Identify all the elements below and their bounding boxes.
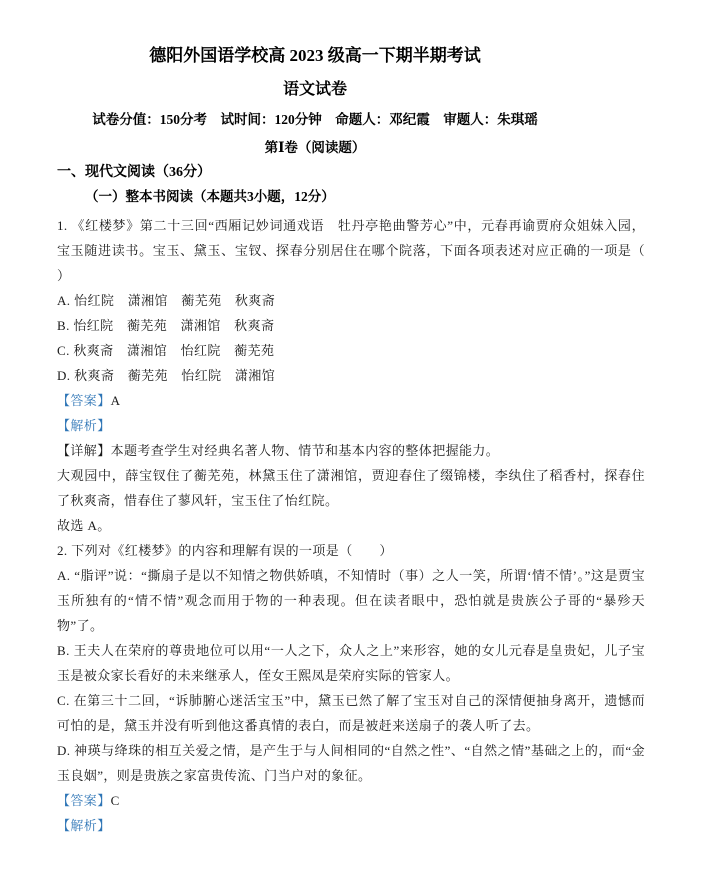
q1-analysis-label-text: 【解析】: [57, 418, 111, 433]
q1-answer: [57, 388, 645, 413]
q1-conclusion-text: 故选 A。: [57, 518, 111, 533]
q1-analysis-detail-text: 【详解】本题考查学生对经典名著人物、情节和基本内容的整体把握能力。: [57, 443, 500, 458]
q2-option-a-text: A. “脂评”说：“撕扇子是以不知情之物供娇嗔，不知情时（事）之人一笑，所谓‘情不情’。”这是贾宝玉所独有的“情不情”观念而用于物的一种表现。但在读者眼中，恐怕就是贵族公子哥的“暴殄天物”了。: [57, 568, 645, 633]
q2-analysis-label-text: 【解析】: [57, 818, 111, 833]
q1-stem-text: 1. 《红楼梦》第二十三回“西厢记妙词通戏语 牡丹亭艳曲警芳心”中，元春再谕贾府众姐妹入园，宝玉随进读书。宝玉、黛玉、宝钗、探春分别居住在哪个院落，下面各项表述对应正确的一项是（ ）: [57, 218, 672, 283]
q1-option-a-text: A. 怡红院 潇湘馆 蘅芜苑 秋爽斋: [57, 293, 276, 308]
q2-answer: [57, 788, 645, 813]
q1-option-d-text: D. 秋爽斋 蘅芜苑 怡红院 潇湘馆: [57, 368, 276, 383]
volume-title: 第Ⅰ卷（阅读题）: [264, 140, 366, 155]
q1-analysis-label: [57, 413, 645, 438]
q1-analysis-detail: [57, 438, 645, 463]
q2-analysis-label: [57, 813, 645, 838]
q1-option-a: [57, 288, 645, 313]
q2-option-b-text: B. 王夫人在荣府的尊贵地位可以用“一人之下，众人之上”来形容，她的女儿元春是皇贵妃，儿子宝玉是被众家长看好的未来继承人，侄女王熙凤是荣府实际的管家人。: [57, 643, 645, 683]
q1-analysis-body: [57, 463, 645, 513]
q1-option-c: [57, 338, 645, 363]
q1-stem: [57, 213, 672, 288]
q1-conclusion: [57, 513, 645, 538]
q2-stem: [57, 538, 645, 563]
q2-option-c: [57, 688, 645, 738]
q2-answer-text: C: [110, 793, 120, 808]
q1-analysis-body-text: 大观园中，薛宝钗住了蘅芜苑，林黛玉住了潇湘馆，贾迎春住了缀锦楼，李纨住了稻香村，探春住了秋爽斋，惜春住了蓼风轩，宝玉住了怡红院。: [57, 468, 645, 508]
q2-stem-text: 2. 下列对《红楼梦》的内容和理解有误的一项是（ ）: [57, 543, 393, 558]
q2-option-c-text: C. 在第三十二回，“诉肺腑心迷活宝玉”中，黛玉已然了解了宝玉对自己的深情便抽身离开，遗憾而可怕的是，黛玉并没有听到他这番真情的表白，而是被赶来送扇子的袭人听了去。: [57, 693, 645, 733]
q1-option-c-text: C. 秋爽斋 潇湘馆 怡红院 蘅芜苑: [57, 343, 275, 358]
q1-answer-text: A: [110, 393, 121, 408]
q2-answer-text: 【答案】: [57, 793, 111, 808]
exam-meta: 试卷分值：150分考 试时间：120分钟 命题人：邓纪霞 审题人：朱琪瑶: [92, 112, 538, 127]
q2-option-a: [57, 563, 645, 638]
q1-answer-text: 【答案】: [57, 393, 111, 408]
q1-option-d: [57, 363, 645, 388]
subsection-heading: （一）整本书阅读（本题共3小题，12分）: [85, 189, 335, 204]
q2-option-b: [57, 638, 645, 688]
section-heading: 一、现代文阅读（36分）: [57, 165, 211, 180]
exam-title: 德阳外国语学校高 2023 级高一下期半期考试: [149, 46, 481, 65]
q2-option-d: [57, 738, 645, 788]
q1-option-b: [57, 313, 645, 338]
exam-subtitle: 语文试卷: [282, 81, 347, 98]
q1-option-b-text: B. 怡红院 蘅芜苑 潇湘馆 秋爽斋: [57, 318, 275, 333]
q2-option-d-text: D. 神瑛与绛珠的相互关爱之情，是产生于与人间相同的“自然之性”、“自然之情”基础之上的，而“金玉良姻”，则是贵族之家富贵传流、门当户对的象征。: [57, 743, 645, 783]
document-body: [57, 213, 672, 838]
